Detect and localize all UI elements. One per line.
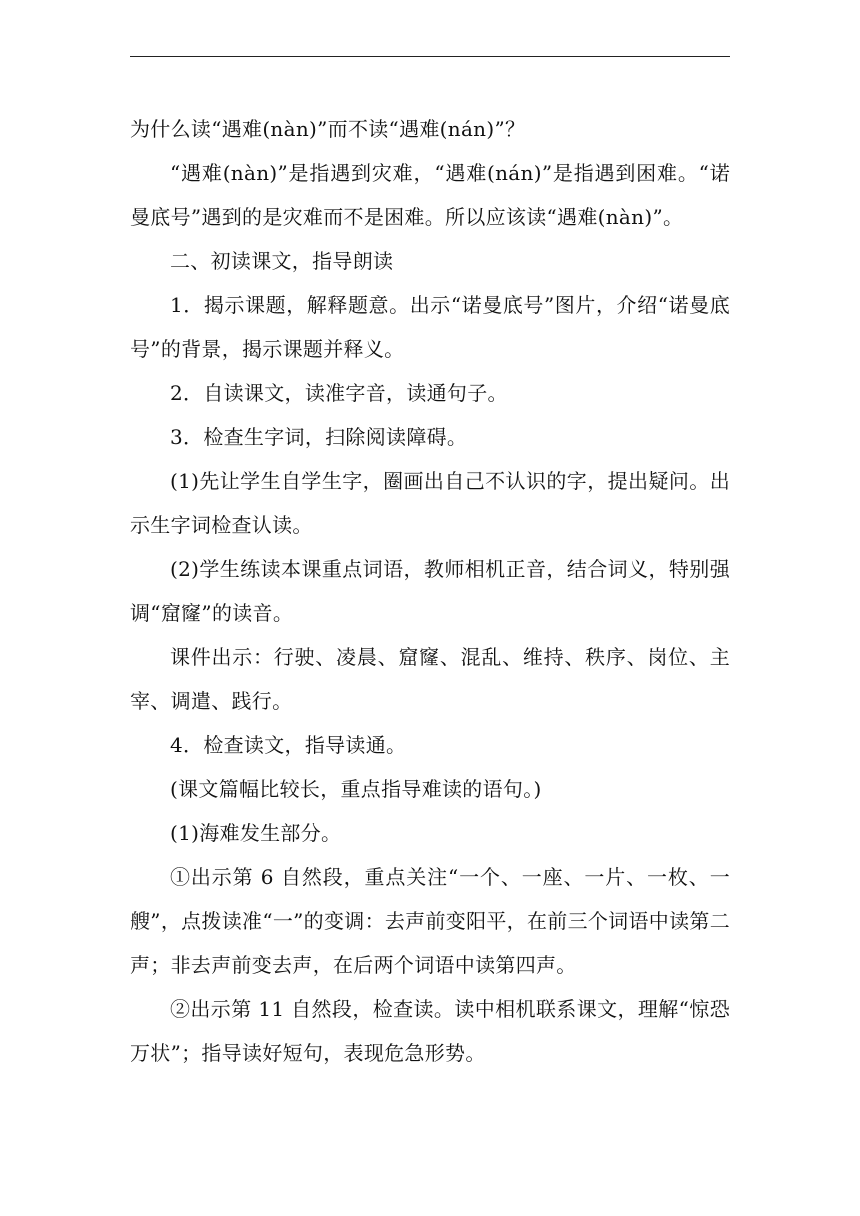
paragraph-circled-2: ②出示第 11 自然段，检查读。读中相机联系课文，理解“惊恐万状”；指导读好短句，表现危急形势。 [130, 997, 730, 1065]
paragraph-step-4: 4．检查读文，指导读通。 [170, 733, 407, 757]
paragraph-answer: “遇难(nàn)”是指遇到灾难，“遇难(nán)”是指遇到困难。“诺曼底号”遇到的是灾难而不是困难。所以应该读“遇难(nàn)”。 [130, 161, 730, 229]
section-heading: 二、初读课文，指导朗读 [170, 249, 394, 273]
paragraph-step-2: 2．自读课文，读准字音，读通句子。 [170, 381, 508, 405]
paragraph-question: 为什么读“遇难(nàn)”而不读“遇难(nán)”？ [130, 117, 526, 141]
header-rule [130, 56, 730, 57]
paragraph-step-4-1: (1)海难发生部分。 [170, 821, 342, 845]
paragraph-step-3-2: (2)学生练读本课重点词语，教师相机正音，结合词义，特别强调“窟窿”的读音。 [130, 557, 730, 625]
paragraph-step-1: 1．揭示课题，解释题意。出示“诺曼底号”图片，介绍“诺曼底号”的背景，揭示课题并释义。 [130, 293, 730, 361]
paragraph-step-3-1: (1)先让学生自学生字，圈画出自己不认识的字，提出疑问。出示生字词检查认读。 [130, 469, 730, 537]
document-body [130, 107, 730, 1075]
paragraph-note: (课文篇幅比较长，重点指导难读的语句。) [170, 777, 542, 801]
paragraph-circled-1: ①出示第 6 自然段，重点关注“一个、一座、一片、一枚、一艘”，点拨读准“一”的变调：去声前变阳平，在前三个词语中读第二声；非去声前变去声，在后两个词语中读第四声。 [130, 865, 730, 977]
paragraph-courseware: 课件出示：行驶、凌晨、窟窿、混乱、维持、秩序、岗位、主宰、调遣、践行。 [130, 645, 730, 713]
paragraph-step-3: 3．检查生字词，扫除阅读障碍。 [170, 425, 468, 449]
